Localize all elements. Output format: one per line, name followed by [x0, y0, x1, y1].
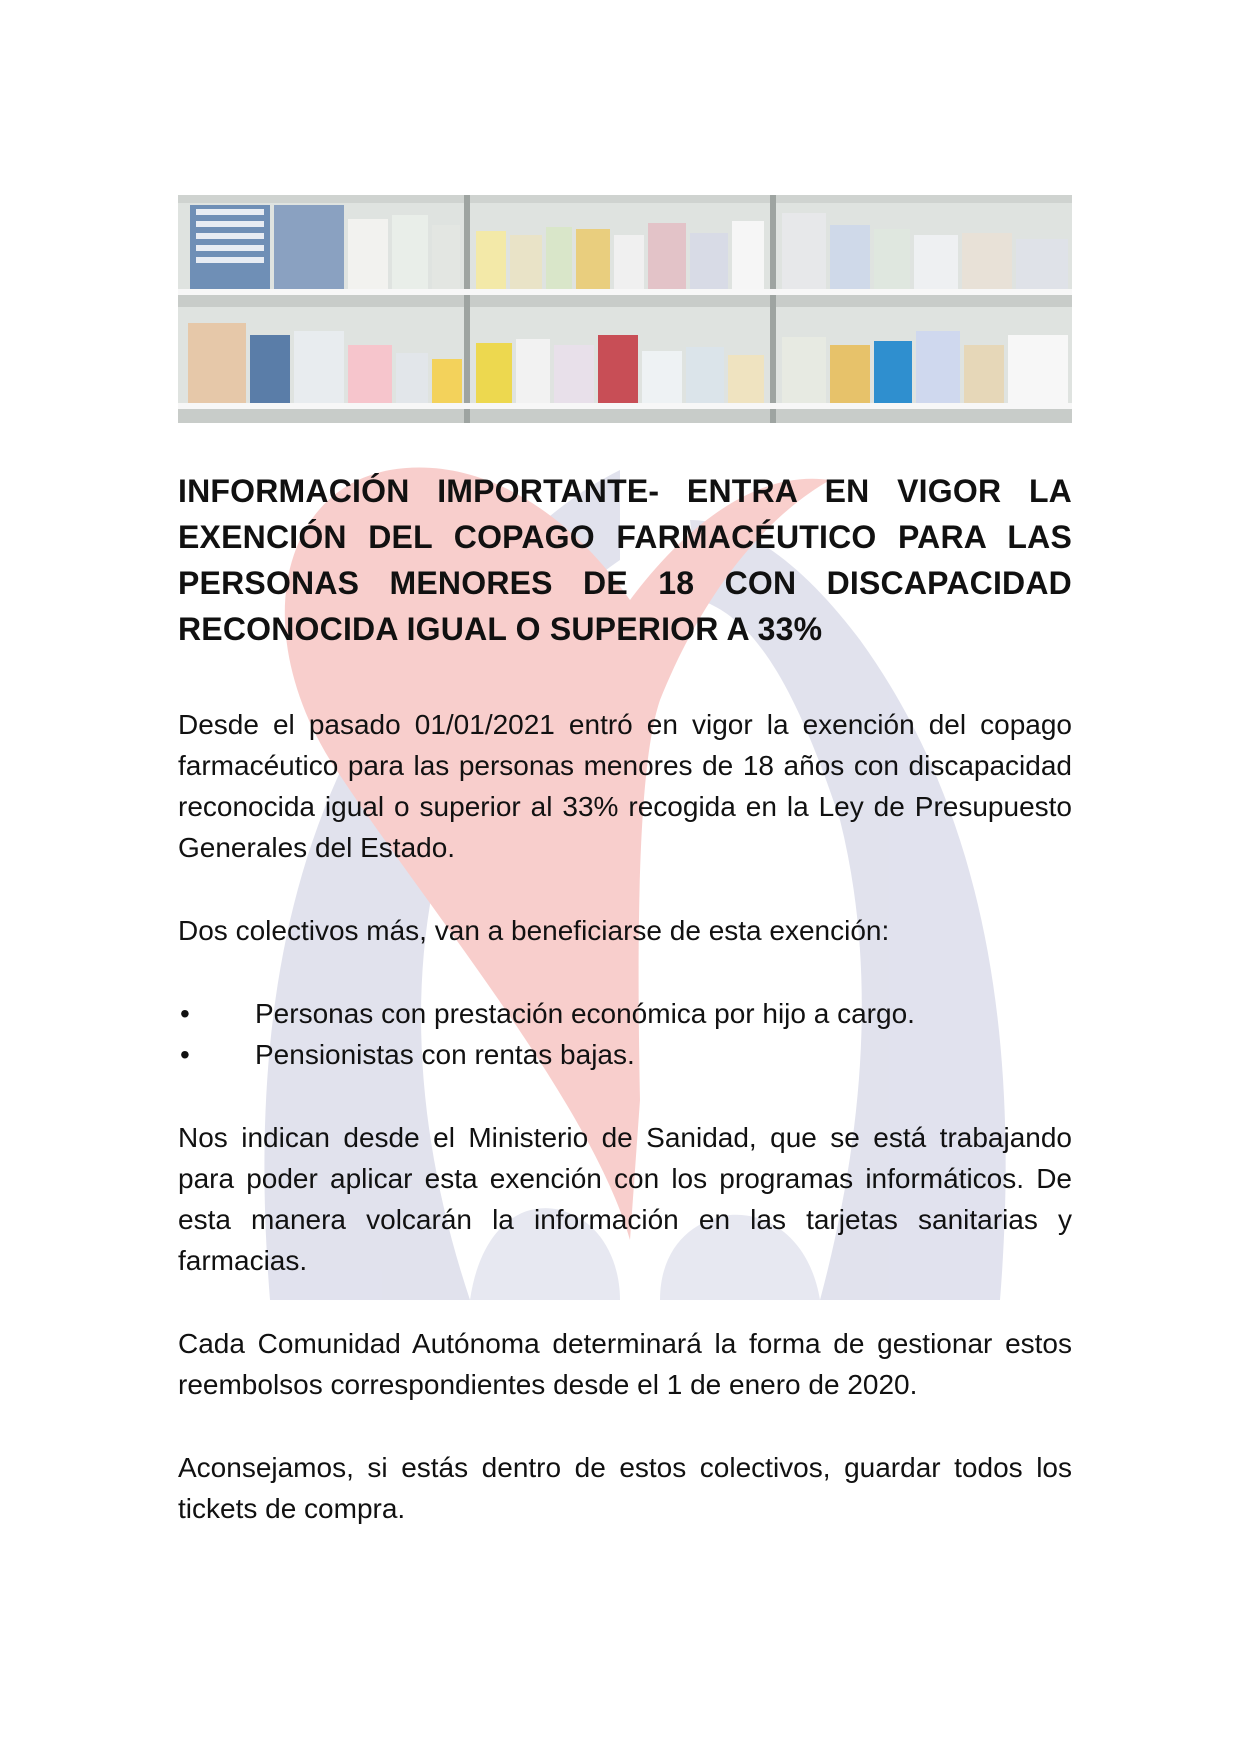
bullet-marker: •	[180, 998, 190, 1029]
paragraph: Desde el pasado 01/01/2021 entró en vigor la exención del copago farmacéutico para las personas menores de 18 años con discapacidad reconocida igual o superior al 33% recogida en la Ley de Presupuesto Generales del Estado.	[178, 709, 1072, 863]
page-title: INFORMACIÓN IMPORTANTE- ENTRA EN VIGOR LA EXENCIÓN DEL COPAGO FARMACÉUTICO PARA LAS PERSONAS MENORES DE 18 CON DISCAPACIDAD RECONOCIDA IGUAL O SUPERIOR A 33%	[178, 473, 1072, 647]
paragraph: Nos indican desde el Ministerio de Sanidad, que se está trabajando para poder aplicar esta exención con los programas informáticos. De esta manera volcarán la información en las tarjetas sanitarias y farmacias.	[178, 1122, 1072, 1276]
list-item	[178, 1034, 1072, 1075]
paragraph: Aconsejamos, si estás dentro de estos colectivos, guardar todos los tickets de compra.	[178, 1452, 1072, 1524]
document-body	[178, 468, 1072, 1571]
bullet-marker: •	[180, 1039, 190, 1070]
list-item-text: Pensionistas con rentas bajas.	[255, 1039, 635, 1070]
list-item-text: Personas con prestación económica por hijo a cargo.	[255, 998, 915, 1029]
pharmacy-shelves-photo	[178, 195, 1072, 423]
paragraph: Cada Comunidad Autónoma determinará la forma de gestionar estos reembolsos correspondientes desde el 1 de enero de 2020.	[178, 1328, 1072, 1400]
list-item	[178, 993, 1072, 1034]
paragraph: Dos colectivos más, van a beneficiarse de esta exención:	[178, 915, 890, 946]
bullet-list	[178, 993, 1072, 1075]
